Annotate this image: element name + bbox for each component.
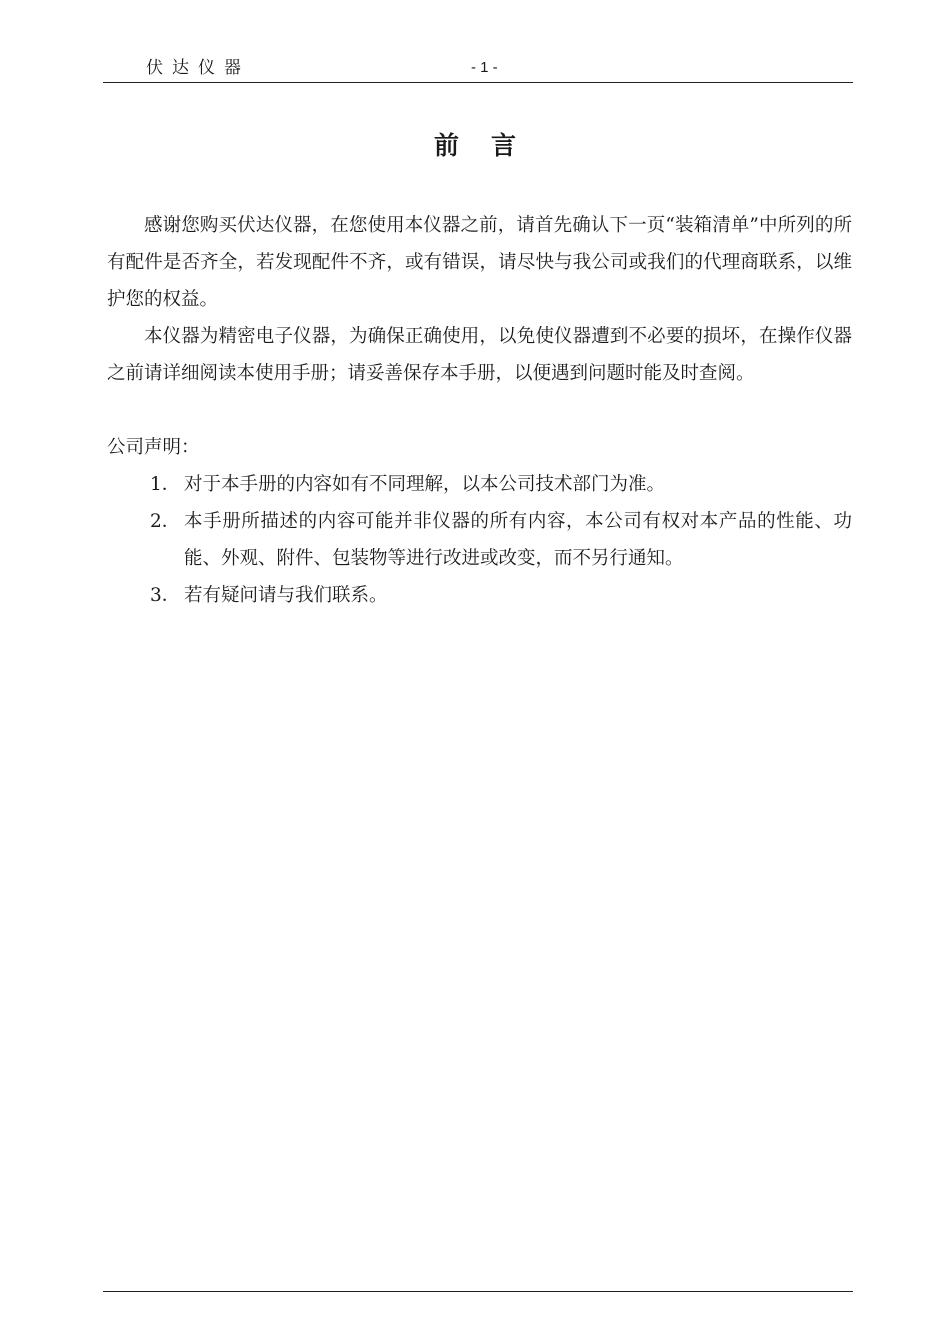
declaration-item-text: 若有疑问请与我们联系。 (184, 585, 388, 606)
declaration-item-text: 本手册所描述的内容可能并非仪器的所有内容，本公司有权对本产品的性能、功能、外观、附件、包装物等进行改进或改变，而不另行通知。 (184, 511, 852, 569)
document-body (107, 207, 852, 614)
page-number: - 1 - (471, 59, 498, 76)
declaration-item (107, 577, 852, 614)
declaration-item (107, 503, 852, 577)
company-name: 伏达仪器 (146, 58, 250, 78)
intro-paragraph: 本仪器为精密电子仪器，为确保正确使用，以免使仪器遭到不必要的损坏，在操作仪器之前请详细阅读本使用手册；请妥善保存本手册，以便遇到问题时能及时查阅。 (107, 326, 852, 384)
page-title: 前言 (433, 131, 548, 160)
declaration-item-number: 1． (150, 474, 181, 495)
declaration-item-text: 对于本手册的内容如有不同理解，以本公司技术部门为准。 (184, 474, 666, 495)
declaration-heading: 公司声明： (107, 437, 200, 458)
intro-paragraph: 感谢您购买伏达仪器，在您使用本仪器之前，请首先确认下一页“装箱清单”中所列的所有配件是否齐全，若发现配件不齐，或有错误，请尽快与我公司或我们的代理商联系，以维护您的权益。 (107, 215, 852, 310)
declaration-item-number: 3． (150, 585, 181, 606)
declaration-list (107, 466, 852, 614)
declaration-item-number: 2． (150, 511, 181, 532)
footer-rule (103, 1291, 853, 1292)
page-header (103, 56, 853, 83)
declaration-item (107, 466, 852, 503)
